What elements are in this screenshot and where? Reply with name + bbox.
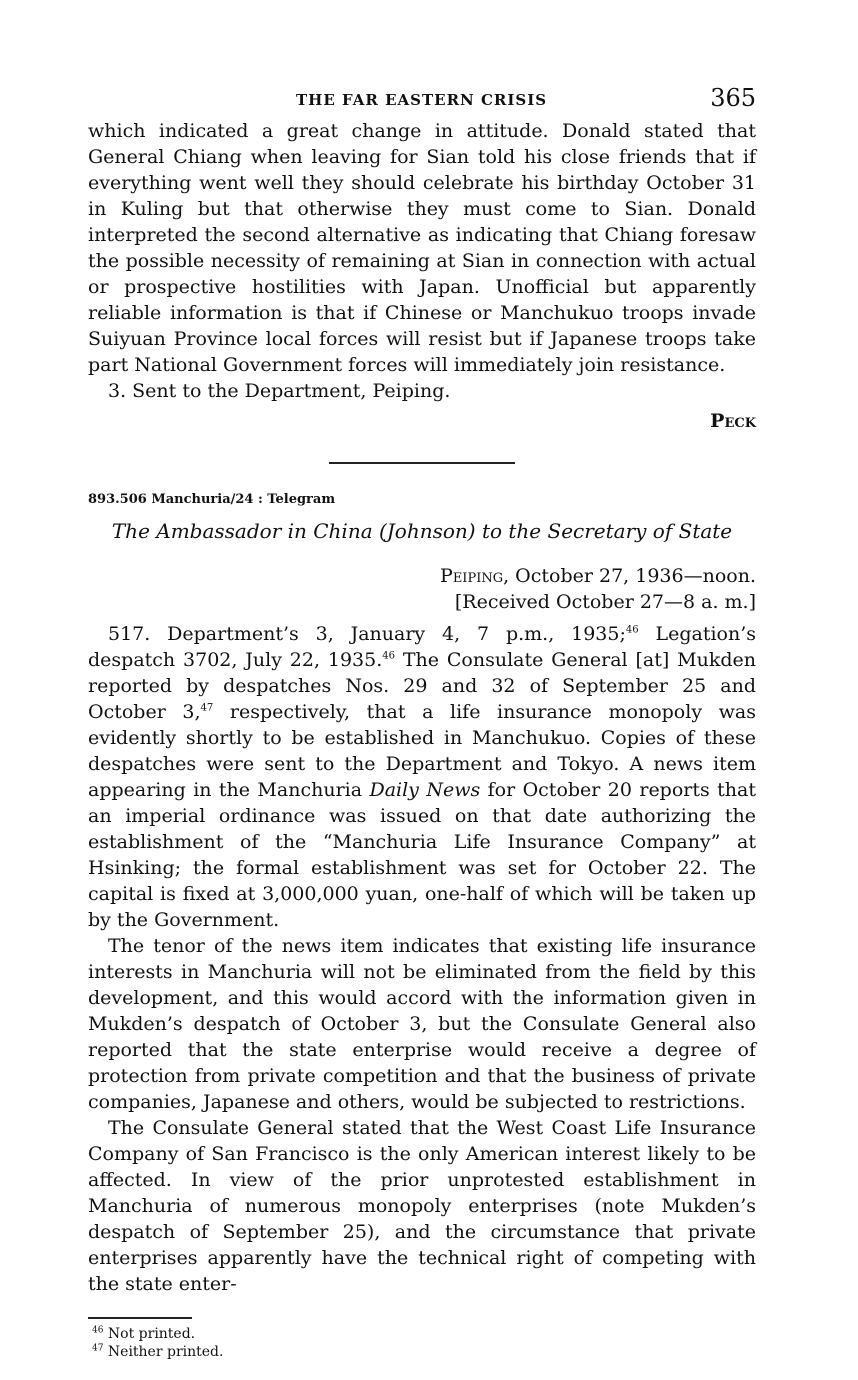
page-header xyxy=(88,82,756,118)
signature-peck: Peck xyxy=(710,410,756,432)
paragraph-sent-to: 3. Sent to the Department, Peiping. xyxy=(108,380,451,402)
footnote-46 xyxy=(88,1325,756,1343)
document-title: The Ambassador in China (Johnson) to the Secretary of State xyxy=(111,519,733,543)
publication-title: Daily News xyxy=(369,779,481,801)
document-page xyxy=(88,82,756,1361)
text-run: Legation’s despatch 3702, July 22, 1935. xyxy=(88,623,756,671)
text-run: The Consulate General [at] Mukden reported by despatches Nos. 29 and 32 of September 25 and October 3, xyxy=(88,649,756,723)
footnote-divider xyxy=(88,1317,192,1319)
footnote-ref-47: 47 xyxy=(200,702,214,714)
text-run: respectively, that a life insurance monopoly was evidently shortly to be established in Manchukuo. Copies of these despatches were sent to the Department and Tokyo. A news item appearing in the Manchuria xyxy=(88,701,756,801)
telegram-paragraph-2: The tenor of the news item indicates that existing life insurance interests in Manchuria will not be eliminated from the field by this development, and this would accord with the information given in Mukden’s despatch of October 3, but the Consulate General also reported that the state enterprise would receive a degree of protection from private competition and that the business of private companies, Japanese and others, would be subjected to restrictions. xyxy=(88,935,756,1113)
footnote-ref-46: 46 xyxy=(382,650,396,662)
dateline-date: , October 27, 1936—noon. xyxy=(503,565,756,587)
footnote-47 xyxy=(88,1343,756,1361)
running-title: THE FAR EASTERN CRISIS xyxy=(296,91,548,109)
text-run: for October 20 reports that an imperial ordinance was issued on that date authorizing the establishment of the “Manchuria Life Insurance Company” at Hsinking; the formal establishment was set for October 22. The capital is fixed at 3,000,000 yuan, one-half of which will be taken up by the Government. xyxy=(88,779,756,931)
section-divider xyxy=(329,462,515,464)
footnote-number: 46 xyxy=(92,1325,104,1336)
received-line: [Received October 27—8 a. m.] xyxy=(454,591,756,613)
dateline xyxy=(88,563,756,615)
footnotes xyxy=(88,1325,756,1361)
dateline-place: Peiping xyxy=(440,565,504,587)
footnote-text: Neither printed. xyxy=(103,1344,224,1360)
text-run: 517. Department’s 3, January 4, 7 p.m., 1935; xyxy=(108,623,626,645)
footnote-text: Not printed. xyxy=(103,1326,196,1342)
footnote-number: 47 xyxy=(92,1343,104,1354)
telegram-paragraph-1 xyxy=(88,621,756,933)
telegram-paragraph-3: The Consulate General stated that the West Coast Life Insurance Company of San Francisco is the only American interest likely to be affected. In view of the prior unprotested establishment in Manchuria of numerous monopoly enterprises (note Mukden’s despatch of September 25), and the circumstance that private enterprises apparently have the technical right of competing with the state enter- xyxy=(88,1117,756,1295)
footnote-ref-46: 46 xyxy=(625,624,639,636)
paragraph-continuation: which indicated a great change in attitude. Donald stated that General Chiang when leaving for Sian told his close friends that if everything went well they should celebrate his birthday October 31 in Kuling but that otherwise they must come to Sian. Donald interpreted the second alternative as indicating that Chiang foresaw the possible necessity of remaining at Sian in connection with actual or prospective hostilities with Japan. Unofficial but apparently reliable information is that if Chinese or Manchukuo troops invade Suiyuan Province local forces will resist but if Japanese troops take part National Government forces will immediately join resistance. xyxy=(88,120,756,376)
page-number: 365 xyxy=(710,84,756,112)
file-reference: 893.506 Manchuria/24 : Telegram xyxy=(88,492,336,507)
